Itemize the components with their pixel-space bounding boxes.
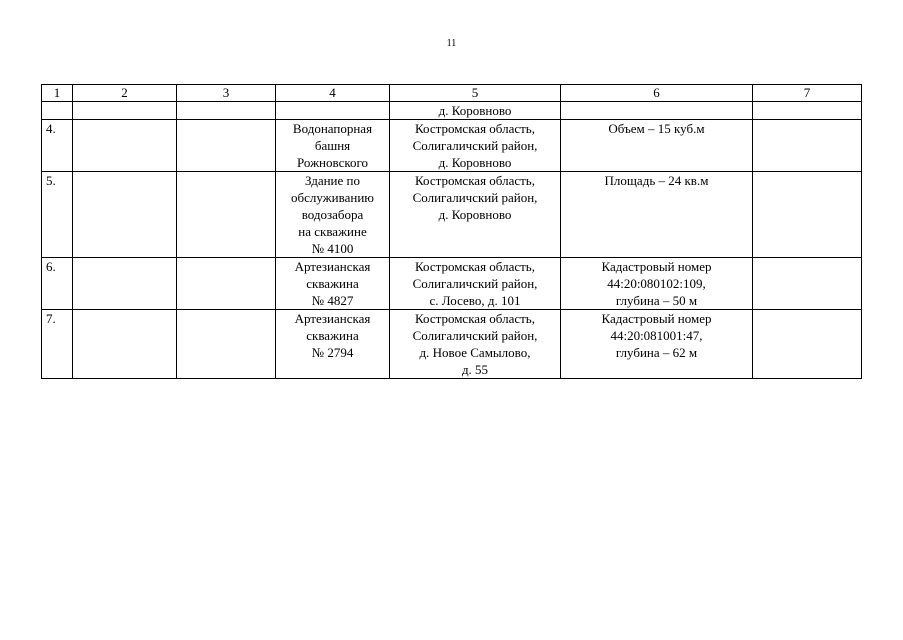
cell-line: Солигаличский район, <box>412 190 538 205</box>
cell-line: Кадастровый номер <box>601 311 712 326</box>
cell-line: д. Коровново <box>438 207 512 222</box>
cell-line: Костромская область, <box>414 259 535 274</box>
table-row <box>42 258 862 310</box>
cell-line: Костромская область, <box>414 121 535 136</box>
cell-line: Солигаличский район, <box>412 276 538 291</box>
cell-line: обслуживанию <box>290 190 374 205</box>
cell-line: Площадь – 24 кв.м <box>604 173 709 188</box>
table-cell-object <box>276 172 390 258</box>
table-cell-address <box>390 102 561 120</box>
table-cell <box>753 102 862 120</box>
table-row <box>42 172 862 258</box>
column-header: 7 <box>753 85 862 102</box>
cell-line: Костромская область, <box>414 173 535 188</box>
cell-line: Костромская область, <box>414 311 535 326</box>
table-cell-address <box>390 310 561 379</box>
cell-line: глубина – 62 м <box>615 345 698 360</box>
cell-line: на скважине <box>298 224 367 239</box>
cell-line: Кадастровый номер <box>601 259 712 274</box>
cell-line: скважина <box>306 328 359 343</box>
table-cell-address <box>390 258 561 310</box>
table-row-continuation <box>42 102 862 120</box>
table-cell-address <box>390 172 561 258</box>
cell-line: с. Лосево, д. 101 <box>429 293 521 308</box>
column-header: 1 <box>42 85 73 102</box>
cell-line: Рожновского <box>296 155 369 170</box>
column-header: 2 <box>73 85 177 102</box>
cell-line: водозабора <box>301 207 364 222</box>
table-cell <box>73 310 177 379</box>
table-cell <box>177 258 276 310</box>
row-number: 7. <box>42 310 73 379</box>
table-cell <box>177 172 276 258</box>
table-cell <box>177 310 276 379</box>
table-cell-object <box>276 120 390 172</box>
cell-line: Артезианская <box>294 259 371 274</box>
table-cell <box>73 172 177 258</box>
cell-line: скважина <box>306 276 359 291</box>
cell-line: д. Коровново <box>438 155 512 170</box>
cell-line: № 4827 <box>311 293 354 308</box>
table-cell-characteristics <box>561 120 753 172</box>
table-cell <box>73 120 177 172</box>
column-header: 3 <box>177 85 276 102</box>
table-cell <box>73 258 177 310</box>
cell-line: № 2794 <box>311 345 354 360</box>
cell-line: № 4100 <box>311 241 354 256</box>
table-cell <box>42 102 73 120</box>
cell-line: д. Новое Самылово, <box>419 345 531 360</box>
table-cell-characteristics <box>561 258 753 310</box>
row-number: 5. <box>42 172 73 258</box>
table-cell-address <box>390 120 561 172</box>
table-row <box>42 310 862 379</box>
table-cell <box>177 120 276 172</box>
table-cell <box>561 102 753 120</box>
table-cell-object <box>276 258 390 310</box>
cell-line: глубина – 50 м <box>615 293 698 308</box>
cell-line: 44:20:080102:109, <box>607 276 706 291</box>
column-header: 6 <box>561 85 753 102</box>
cell-line: д. 55 <box>461 362 489 377</box>
table-cell <box>73 102 177 120</box>
table-cell <box>276 102 390 120</box>
cell-line: Объем – 15 куб.м <box>608 121 705 136</box>
table-cell <box>753 120 862 172</box>
table-cell-characteristics <box>561 172 753 258</box>
cell-line: д. Коровново <box>438 103 512 118</box>
column-header: 4 <box>276 85 390 102</box>
column-header: 5 <box>390 85 561 102</box>
table-cell <box>753 172 862 258</box>
cell-line: 44:20:081001:47, <box>610 328 703 343</box>
table-cell <box>753 258 862 310</box>
table-cell <box>753 310 862 379</box>
cell-line: Водонапорная <box>292 121 373 136</box>
table-cell <box>177 102 276 120</box>
cell-line: Артезианская <box>294 311 371 326</box>
cell-line: Солигаличский район, <box>412 328 538 343</box>
row-number: 6. <box>42 258 73 310</box>
cell-line: башня <box>314 138 351 153</box>
table-cell-characteristics <box>561 310 753 379</box>
row-number: 4. <box>42 120 73 172</box>
cell-line: Здание по <box>305 173 360 188</box>
table-cell-object <box>276 310 390 379</box>
page-number: 11 <box>446 38 457 49</box>
objects-table <box>41 84 862 379</box>
table-row <box>42 120 862 172</box>
table-header-row <box>42 85 862 102</box>
cell-line: Солигаличский район, <box>412 138 538 153</box>
